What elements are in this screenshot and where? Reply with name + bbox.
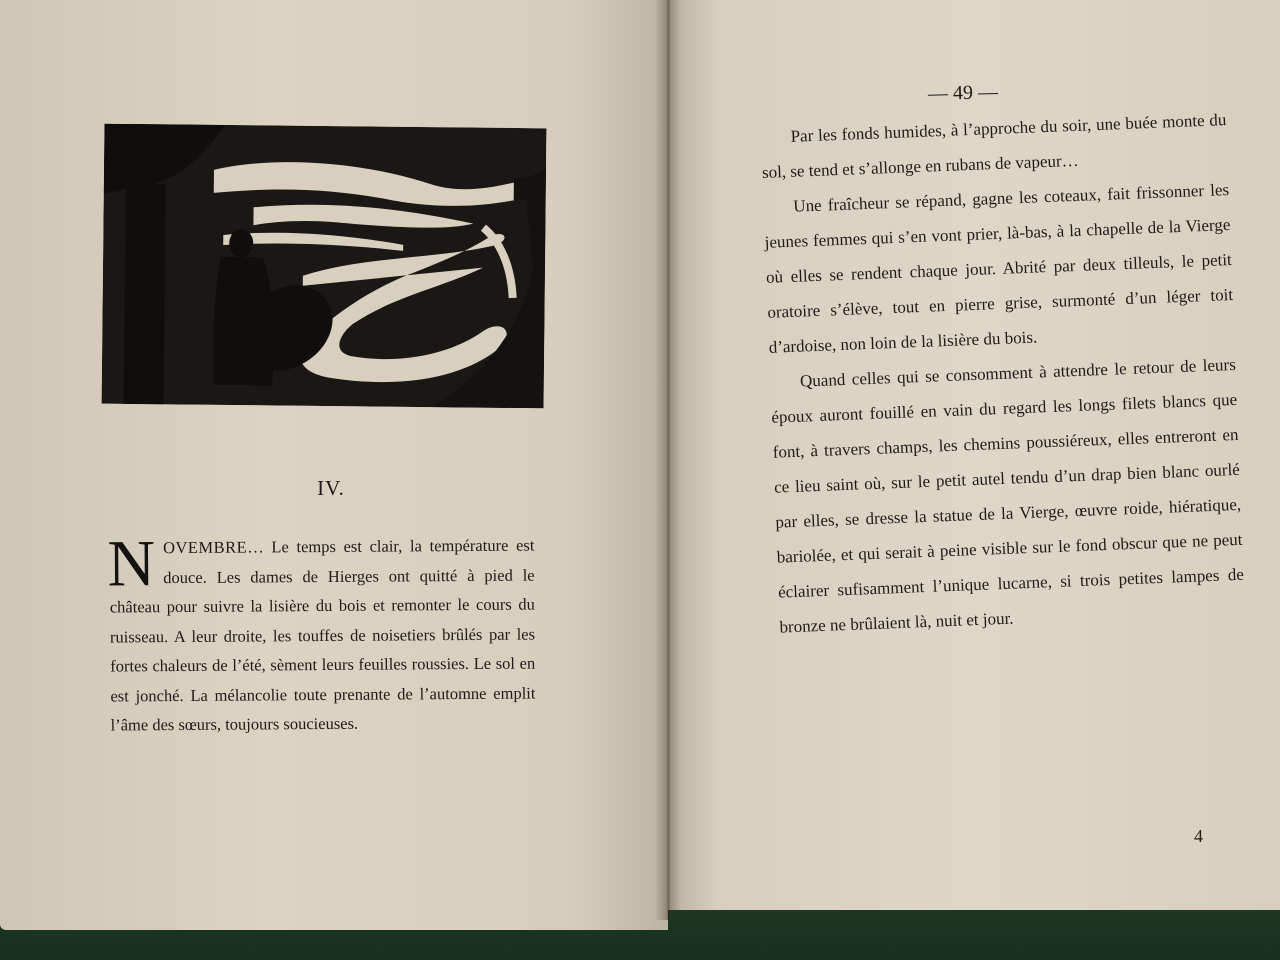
paragraph-2: Une fraîcheur se répand, gagne les coteaux, fait frissonner les jeunes femmes qui s’en vont prier, là-bas, à la chapelle de la Vierge où elles se rendent chaque jour. Abrité par deux tilleuls, le petit oratoire s’élève, tout en pierre grise, surmonté d’un léger toit d’ardoise, non loin de la lisière du bois.	[764, 180, 1234, 357]
left-page-paragraph	[107, 527, 536, 740]
paragraph-1: Par les fonds humides, à l’approche du soir, une buée monte du sol, se tend et s’allonge en rubans de vapeur…	[761, 110, 1227, 182]
opening-word: OVEMBRE	[162, 537, 248, 558]
chapter-heading: IV.	[317, 476, 345, 500]
paragraph-body: … Le temps est clair, la température est douce. Les dames de Hierges ont quitté à pied le château pour suivre la lisière du bois et remonter le cours du ruisseau. A leur droite, les touffes de noisetiers brûlés par les fortes chaleurs de l’été, sèment leurs feuilles roussies. Le sol en est jonché. La mélancolie toute prenante de l’automne emplit l’âme des sœurs, toujours soucieuses.	[109, 535, 536, 735]
paragraph-3: Quand celles qui se consomment à attendre le retour de leurs époux auront fouillé en vain du regard les longs filets blancs que font, à travers champs, les chemins poussiéreux, elles entreront en ce lieu saint où, sur le petit autel tendu d’un drap bien blanc ourlé par elles, se dresse la statue de la Vierge, œuvre roide, hiératique, bariolée, et qui serait à peine visible sur le fond obscur que ne peut éclairer sufisamment l’unique lucarne, si trois petites lampes de bronze ne brûlaient là, nuit et jour.	[771, 354, 1245, 637]
drop-cap: N	[107, 527, 156, 601]
signature-mark: 4	[1194, 826, 1203, 846]
right-page-text	[760, 102, 1246, 645]
woodcut-illustration	[102, 124, 547, 409]
page-number: — 49 —	[927, 81, 999, 105]
book-gutter	[655, 0, 681, 920]
